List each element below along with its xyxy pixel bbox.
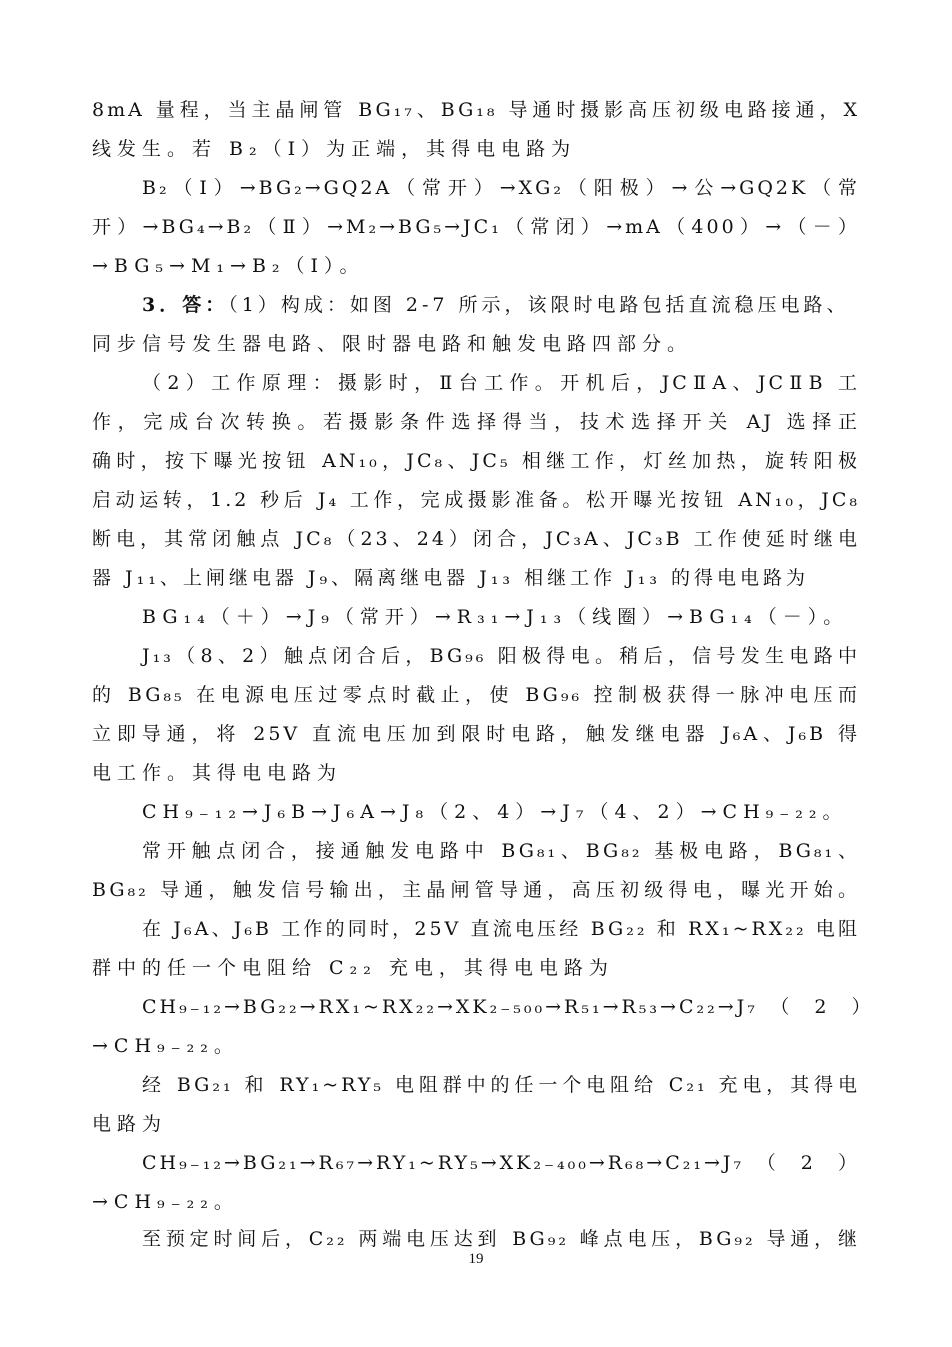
text-line: 电路为: [92, 1113, 168, 1135]
formula-line: →BG₅→M₁→B₂（Ⅰ）。: [92, 255, 365, 277]
text-line: J₁₃（8、2）触点闭合后，BG₉₆ 阳极得电。稍后，信号发生电路中: [142, 645, 860, 667]
page-number: 19: [468, 1251, 484, 1267]
text-line: 群中的任一个电阻给 C₂₂ 充电，其得电电路为: [92, 957, 614, 979]
formula-line: →CH₉₋₂₂。: [92, 1035, 239, 1057]
text-line: 常开触点闭合，接通触发电路中 BG₈₁、BG₈₂ 基极电路，BG₈₁、: [142, 840, 860, 862]
text-line: 至预定时间后，C₂₂ 两端电压达到 BG₉₂ 峰点电压，BG₉₂ 导通，继: [142, 1228, 860, 1250]
text-line: 电工作。其得电电路为: [92, 762, 343, 784]
text-line: （2）工作原理：摄影时，Ⅱ台工作。开机后，JCⅡA、JCⅡB 工: [142, 372, 860, 394]
text-line: 线发生。若 B₂（Ⅰ）为正端，其得电电路为: [92, 138, 577, 160]
text-line: 经 BG₂₁ 和 RY₁~RY₅ 电阻群中的任一个电阻给 C₂₁ 充电，其得电: [142, 1074, 860, 1096]
text-line: 立即导通，将 25V 直流电压加到限时电路，触发继电器 J₆A、J₆B 得: [92, 723, 860, 745]
text-line: 同步信号发生器电路、限时器电路和触发电路四部分。: [92, 333, 693, 355]
text-line: 断电，其常闭触点 JC₈（23、24）闭合，JC₃A、JC₃B 工作使延时继电: [92, 528, 860, 550]
formula-line: CH₉₋₁₂→J₆B→J₆A→J₈（2、4）→J₇（4、2）→CH₉₋₂₂。: [142, 801, 848, 823]
formula-line: CH₉₋₁₂→BG₂₂→RX₁~RX₂₂→XK₂₋₅₀₀→R₅₁→R₅₃→C₂₂→J₇ （ 2 ）: [142, 996, 874, 1018]
text-line: 作，完成台次转换。若摄影条件选择得当，技术选择开关 AJ 选择正: [92, 411, 860, 433]
formula-line: CH₉₋₁₂→BG₂₁→R₆₇→RY₁~RY₅→XK₂₋₄₀₀→R₆₈→C₂₁→J₇ （ 2 ）: [142, 1152, 860, 1174]
formula-line: BG₁₄（＋）→J₉（常开）→R₃₁→J₁₃（线圈）→BG₁₄（－）。: [142, 606, 849, 628]
formula-line: 开）→BG₄→B₂（Ⅱ）→M₂→BG₅→JC₁（常闭）→mA（400）→（－）: [92, 216, 860, 238]
formula-line: →CH₉₋₂₂。: [92, 1191, 239, 1213]
text-line: 器 J₁₁、上闸继电器 J₉、隔离继电器 J₁₃ 相继工作 J₁₃ 的得电电路为: [92, 567, 810, 589]
text-line: 8mA 量程，当主晶闸管 BG₁₇、BG₁₈ 导通时摄影高压初级电路接通，X: [92, 99, 860, 121]
answer-label: 3．答：: [142, 294, 229, 316]
formula-line: B₂（Ⅰ）→BG₂→GQ2A（常开）→XG₂（阳极）→公→GQ2K（常: [142, 177, 860, 199]
answer-paragraph-start: [142, 292, 860, 318]
text-line: （1）构成：如图 2-7 所示，该限时电路包括直流稳压电路、: [228, 294, 850, 316]
text-line: 启动运转，1.2 秒后 J₄ 工作，完成摄影准备。松开曝光按钮 AN₁₀，JC₈: [92, 489, 860, 511]
text-line: BG₈₂ 导通，触发信号输出，主晶闸管导通，高压初级得电，曝光开始。: [92, 879, 860, 901]
text-line: 确时，按下曝光按钮 AN₁₀，JC₈、JC₅ 相继工作，灯丝加热，旋转阳极: [92, 450, 860, 472]
text-line: 在 J₆A、J₆B 工作的同时，25V 直流电压经 BG₂₂ 和 RX₁~RX₂₂ 电阻: [142, 918, 860, 940]
text-line: 的 BG₈₅ 在电源电压过零点时截止，使 BG₉₆ 控制极获得一脉冲电压而: [92, 684, 860, 706]
